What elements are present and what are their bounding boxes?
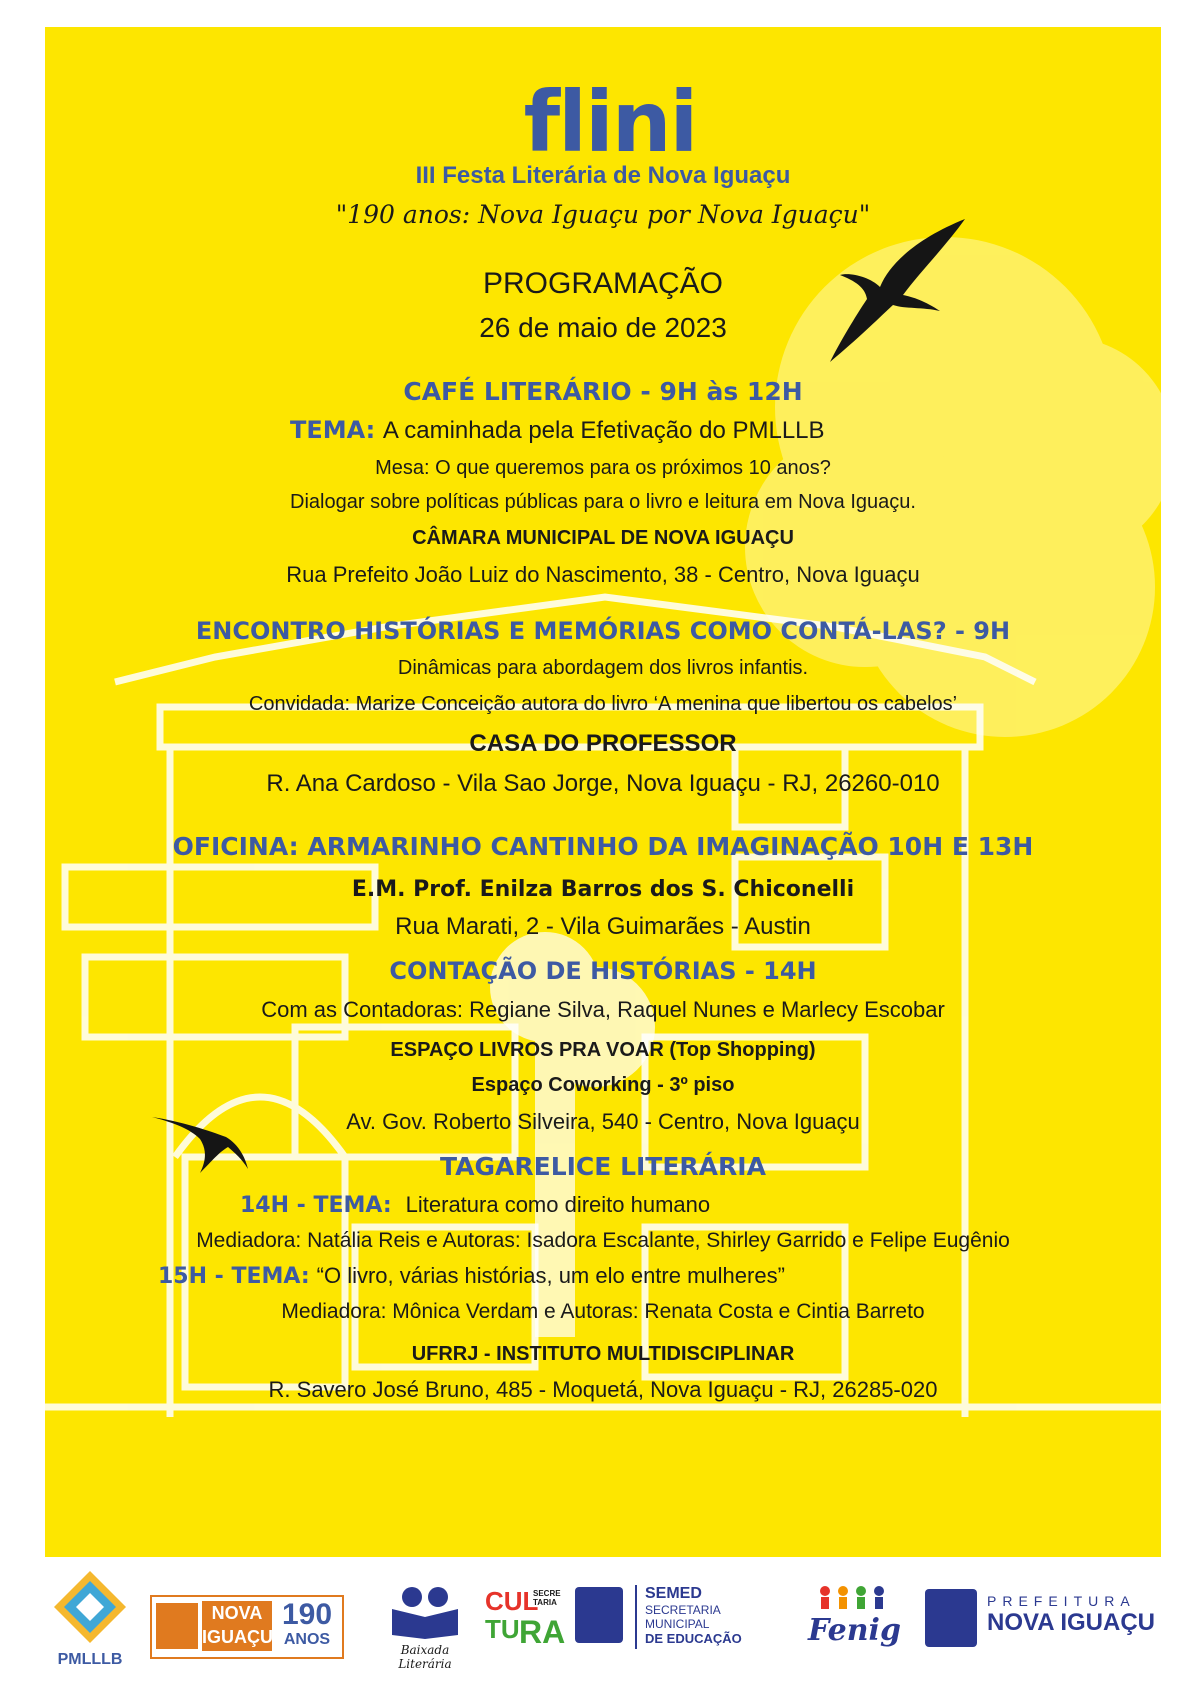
nova-iguacu-190-logo bbox=[150, 1595, 344, 1659]
programacao-heading: PROGRAMAÇÃO bbox=[482, 267, 724, 300]
oficina-title: OFICINA: ARMARINHO CANTINHO DA IMAGINAÇÃO 10H E 13H bbox=[172, 832, 1034, 861]
cafe-address: Rua Prefeito João Luiz do Nascimento, 38 - Centro, Nova Iguaçu bbox=[286, 562, 920, 587]
session2-mediators: Mediadora: Mônica Verdam e Autoras: Renata Costa e Cintia Barreto bbox=[281, 1300, 925, 1323]
cafe-title: CAFÉ LITERÁRIO - 9H às 12H bbox=[403, 377, 803, 406]
contacao-venue: ESPAÇO LIVROS PRA VOAR (Top Shopping) bbox=[390, 1039, 816, 1061]
contacao-venue2: Espaço Coworking - 3º piso bbox=[471, 1074, 735, 1096]
nova-text: NOVA bbox=[211, 1603, 263, 1623]
cul-text: CUL bbox=[485, 1586, 539, 1616]
fenig-text: Fenig bbox=[808, 1613, 901, 1648]
session1-label: 14H - TEMA: bbox=[240, 1193, 392, 1218]
motto: "190 anos: Nova Iguaçu por Nova Iguaçu" bbox=[335, 200, 871, 229]
baixada-literaria-logo bbox=[375, 1583, 475, 1683]
semed-title: SEMED bbox=[645, 1585, 702, 1602]
tagarelice-venue: UFRRJ - INSTITUTO MULTIDISCIPLINAR bbox=[411, 1343, 795, 1365]
contacao-address: Av. Gov. Roberto Silveira, 540 - Centro, Nova Iguaçu bbox=[346, 1109, 860, 1134]
prefeitura-nova-iguacu-logo bbox=[925, 1589, 1155, 1649]
festival-name: III Festa Literária de Nova Iguaçu bbox=[415, 162, 791, 189]
oficina-address: Rua Marati, 2 - Vila Guimarães - Austin bbox=[395, 913, 811, 940]
city-crest-icon bbox=[925, 1589, 977, 1647]
tema-text: A caminhada pela Efetivação do PMLLLB bbox=[382, 417, 825, 444]
anos-text: ANOS bbox=[283, 1631, 331, 1648]
semed-sub1: SECRETARIA MUNICIPAL bbox=[645, 1603, 721, 1631]
baixada-text: Baixada Literária bbox=[398, 1643, 452, 1671]
tagarelice-address: R. Savero José Bruno, 485 - Moquetá, Nova Iguaçu - RJ, 26285-020 bbox=[268, 1377, 938, 1402]
city-shield-icon bbox=[575, 1587, 623, 1643]
encontro-line2: Convidada: Marize Conceição autora do livro ‘A menina que libertou os cabelos’ bbox=[248, 693, 958, 715]
fenig-logo bbox=[808, 1585, 901, 1665]
cafe-mesa: Mesa: O que queremos para os próximos 10 anos? bbox=[375, 457, 831, 479]
iguacu-text: IGUAÇU bbox=[202, 1627, 273, 1647]
ra-text: RA bbox=[519, 1614, 566, 1650]
tema-label: TEMA: bbox=[290, 416, 376, 444]
secretaria-cultura-logo bbox=[485, 1586, 566, 1687]
cafe-dialogar: Dialogar sobre políticas públicas para o livro e leitura em Nova Iguaçu. bbox=[290, 491, 916, 513]
encontro-title: ENCONTRO HISTÓRIAS E MEMÓRIAS COMO CONTÁ-LAS? - 9H bbox=[195, 617, 1011, 645]
sponsor-footer bbox=[0, 1557, 1200, 1697]
session2-text: “O livro, várias histórias, um elo entre mulheres” bbox=[316, 1263, 785, 1288]
city-emblem-icon bbox=[156, 1603, 198, 1649]
pmlllb-emblem-icon bbox=[50, 1567, 130, 1647]
encontro-address: R. Ana Cardoso - Vila Sao Jorge, Nova Iguaçu - RJ, 26260-010 bbox=[266, 770, 940, 797]
tagarelice-session1 bbox=[240, 1192, 710, 1218]
anos-190-number: 190 bbox=[281, 1598, 333, 1631]
cafe-tema bbox=[290, 416, 825, 445]
prefeitura-city-text: NOVA IGUAÇU bbox=[987, 1609, 1155, 1636]
session2-label: 15H - TEMA: bbox=[158, 1264, 310, 1289]
tagarelice-title: TAGARELICE LITERÁRIA bbox=[440, 1152, 766, 1181]
poster bbox=[45, 27, 1161, 1557]
contacao-line1: Com as Contadoras: Regiane Silva, Raquel Nunes e Marlecy Escobar bbox=[261, 997, 945, 1022]
flini-logo bbox=[495, 67, 725, 177]
oficina-venue: E.M. Prof. Enilza Barros dos S. Chiconelli bbox=[351, 877, 855, 902]
people-figures-icon bbox=[813, 1585, 893, 1611]
pmlllb-text: PMLLLB bbox=[57, 1651, 123, 1668]
tagarelice-session2 bbox=[158, 1263, 785, 1289]
prefeitura-text: PREFEITURA bbox=[987, 1593, 1136, 1609]
open-book-icon bbox=[390, 1583, 460, 1639]
tu-text: TU bbox=[485, 1614, 520, 1644]
event-date: 26 de maio de 2023 bbox=[479, 312, 727, 343]
encontro-venue: CASA DO PROFESSOR bbox=[469, 730, 737, 757]
pmlllb-logo bbox=[50, 1567, 135, 1687]
session1-mediators: Mediadora: Natália Reis e Autoras: Isadora Escalante, Shirley Garrido e Felipe Eugênio bbox=[196, 1229, 1010, 1252]
contacao-title: CONTAÇÃO DE HISTÓRIAS - 14H bbox=[389, 957, 817, 985]
semed-logo bbox=[575, 1585, 785, 1655]
encontro-line1: Dinâmicas para abordagem dos livros infantis. bbox=[397, 657, 809, 679]
semed-sub2: DE EDUCAÇÃO bbox=[645, 1631, 742, 1646]
session1-text: Literatura como direito humano bbox=[405, 1192, 711, 1217]
secretaria-text: SECRE TARIA bbox=[533, 1589, 561, 1607]
cafe-venue: CÂMARA MUNICIPAL DE NOVA IGUAÇU bbox=[412, 527, 794, 549]
flini-logo-text: flini bbox=[523, 73, 697, 171]
